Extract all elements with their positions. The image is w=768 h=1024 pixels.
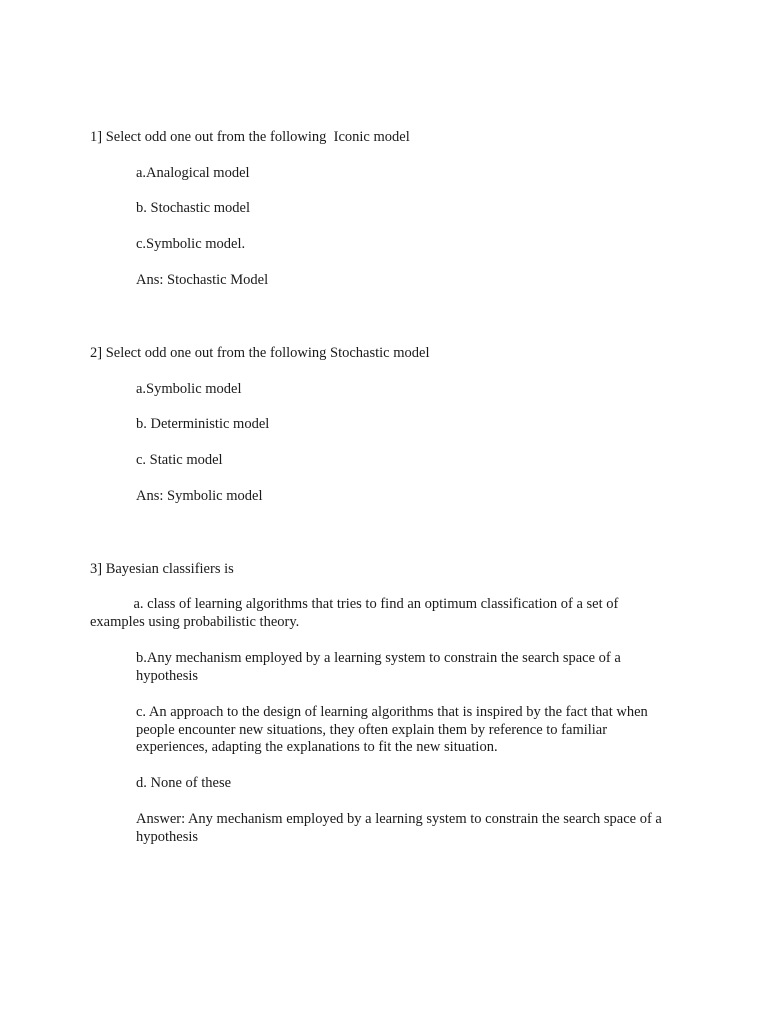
question-1-answer: Ans: Stochastic Model (136, 272, 269, 288)
question-3-option-b: b.Any mechanism employed by a learning system to constrain the search space of a hypothesis (136, 650, 621, 684)
question-3-option-c: c. An approach to the design of learning algorithms that is inspired by the fact that when people encounter new situations, they often explain them by reference to familiar experiences, adapting the explanations to fit the new situation. (136, 704, 648, 755)
question-3-text: 3] Bayesian classifiers is (90, 561, 234, 577)
question-1-option-c: c.Symbolic model. (136, 236, 246, 252)
question-2-text: 2] Select odd one out from the following Stochastic model (90, 345, 430, 361)
question-3-option-d: d. None of these (136, 775, 232, 791)
question-2-option-b: b. Deterministic model (136, 416, 270, 432)
question-2-option-c: c. Static model (136, 452, 223, 468)
question-3-option-a-line-2: examples using probabilistic theory. (90, 614, 300, 630)
question-3-option-a-line-1: a. class of learning algorithms that tries to find an optimum classification of a set of (90, 596, 619, 612)
question-1-option-b: b. Stochastic model (136, 200, 250, 216)
question-2-option-a: a.Symbolic model (136, 381, 242, 397)
question-1-option-a: a.Analogical model (136, 165, 250, 181)
question-3-answer: Answer: Any mechanism employed by a learning system to constrain the search space of a hypothesis (136, 811, 662, 845)
question-1-text: 1] Select odd one out from the following Iconic model (90, 129, 410, 145)
question-2-answer: Ans: Symbolic model (136, 488, 263, 504)
